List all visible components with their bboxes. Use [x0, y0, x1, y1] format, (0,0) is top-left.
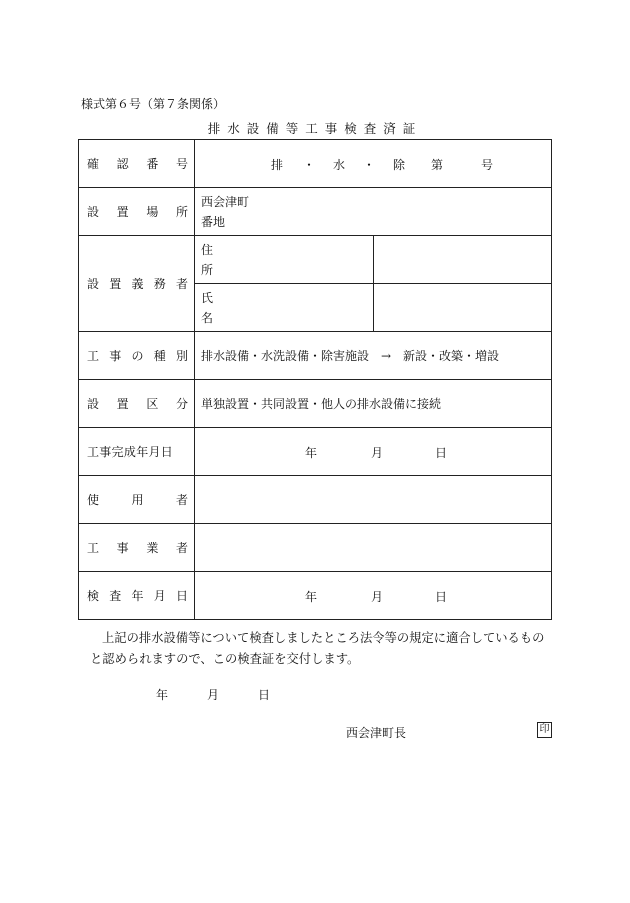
contractor-value[interactable]	[195, 524, 552, 572]
name-value[interactable]	[373, 284, 552, 332]
address-label: 住 所	[195, 236, 374, 284]
confirmation-number-label: 確 認 番 号	[79, 140, 195, 188]
document-title: 排水設備等工事検査済証	[207, 121, 423, 136]
issue-year-label: 年	[156, 688, 169, 702]
inspection-year-label: 年	[305, 589, 318, 604]
completion-date-label: 工事完成年月日	[79, 428, 195, 476]
user-value[interactable]	[195, 476, 552, 524]
completion-date-row	[79, 428, 552, 476]
work-type-label: 工 事 の 種 別	[79, 332, 195, 380]
contractor-label: 工 事 業 者	[79, 524, 195, 572]
obligor-address-row	[79, 236, 552, 284]
installation-place-label: 設 置 場 所	[79, 188, 195, 236]
inspection-date-value[interactable]	[195, 572, 552, 620]
completion-date-value[interactable]	[195, 428, 552, 476]
user-label: 使 用 者	[79, 476, 195, 524]
contractor-row	[79, 524, 552, 572]
seal-mark: 印	[537, 722, 552, 738]
lot-number-label: 番地	[201, 214, 226, 229]
work-type-value[interactable]: 排水設備・水洗設備・除害施設 → 新設・改築・増設	[195, 332, 552, 380]
installation-type-label: 設 置 区 分	[79, 380, 195, 428]
inspection-certificate-table	[78, 139, 552, 620]
issue-day-label: 日	[258, 688, 271, 702]
completion-month-label: 月	[371, 445, 384, 460]
installation-place-row	[79, 188, 552, 236]
inspection-month-label: 月	[371, 589, 384, 604]
completion-day-label: 日	[435, 445, 448, 460]
inspection-date-label: 検 査 年 月 日	[79, 572, 195, 620]
certification-statement: 上記の排水設備等について検査しましたところ法令等の規定に適合しているものと認められますので、この検査証を交付します。	[90, 631, 545, 666]
completion-year-label: 年	[305, 445, 318, 460]
form-number: 様式第６号（第７条関係）	[81, 97, 226, 111]
installation-place-value[interactable]	[195, 188, 552, 236]
town-name: 西会津町	[201, 194, 250, 209]
installation-type-value[interactable]: 単独設置・共同設置・他人の排水設備に接続	[195, 380, 552, 428]
inspection-date-row	[79, 572, 552, 620]
name-label: 氏 名	[195, 284, 374, 332]
obligor-label: 設 置 義 務 者	[79, 236, 195, 332]
inspection-day-label: 日	[435, 589, 448, 604]
user-row	[79, 476, 552, 524]
work-type-row	[79, 332, 552, 380]
address-value[interactable]	[373, 236, 552, 284]
confirmation-number-value[interactable]: 排 ・ 水 ・ 除 第 号	[195, 140, 552, 188]
installation-type-row	[79, 380, 552, 428]
confirmation-number-row	[79, 140, 552, 188]
issue-month-label: 月	[207, 688, 220, 702]
mayor-title: 西会津町長	[346, 726, 407, 740]
